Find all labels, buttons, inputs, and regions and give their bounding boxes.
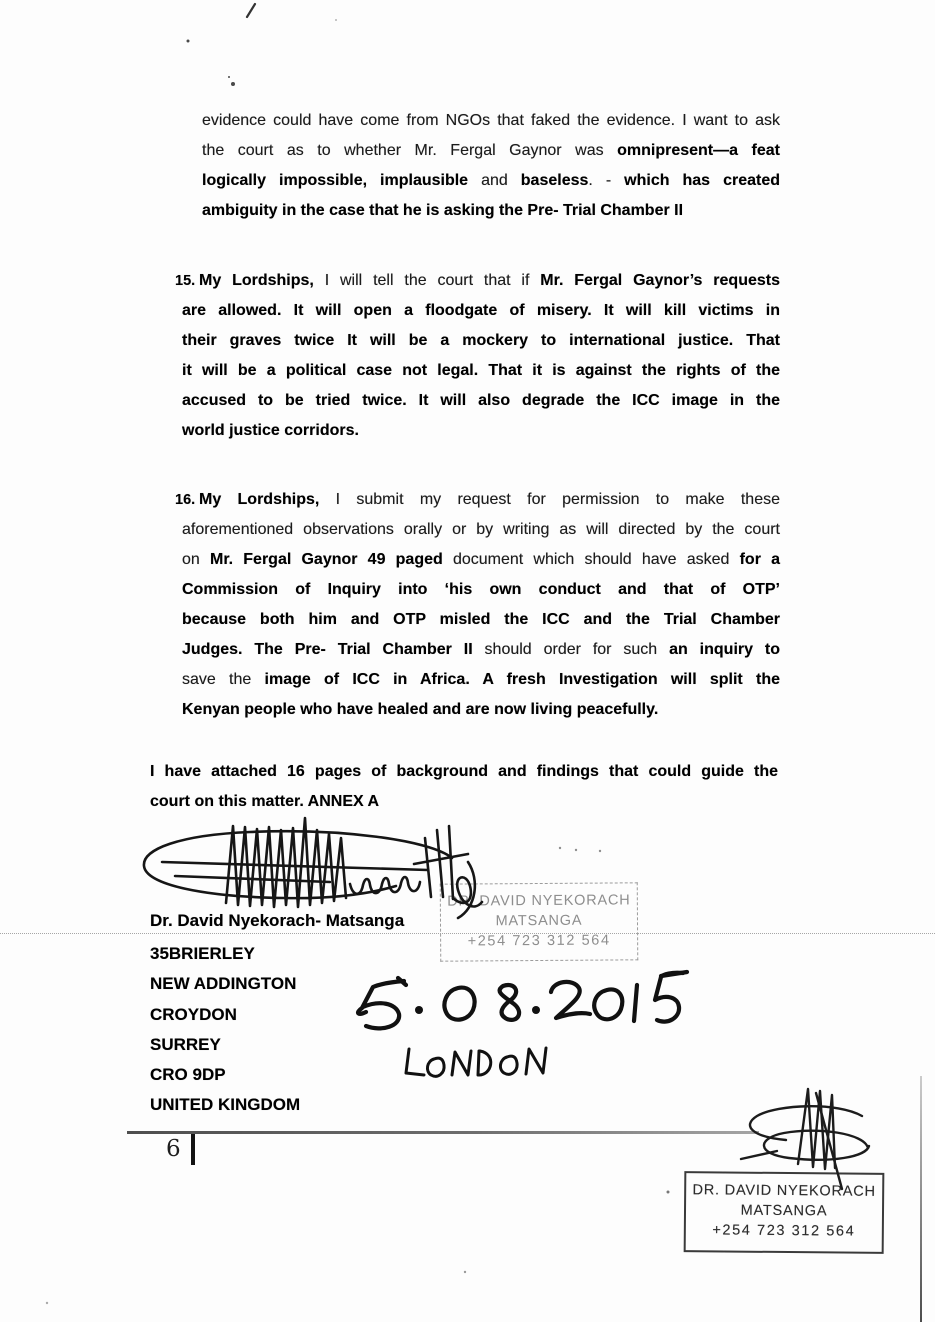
address-line-county: SURREY [150, 1034, 221, 1054]
page-number-bar [191, 1134, 195, 1165]
signatory-name: Dr. David Nyekorach- Matsanga [150, 911, 405, 930]
stamp-name-line: DR. DAVID NYEKORACH [692, 1182, 876, 1200]
address-line-postcode: CRO 9DP [150, 1065, 226, 1085]
stamp-phone-line: +254 723 312 564 [467, 932, 611, 950]
closing-statement: I have attached 16 pages of background and findings that could guide the court on this matter. ANNEX A [150, 763, 778, 810]
address-line-country: UNITED KINGDOM [150, 1095, 301, 1115]
handwritten-place [406, 1048, 546, 1076]
stamp-surname-line: MATSANGA [495, 912, 583, 930]
paragraph-16: 16. My Lordships, I submit my request for permission to make these aforementioned observations orally or by writing as will directed by the court on Mr. Fergal Gaynor 49 paged document which should have asked for a Commission of Inquiry into ‘his own conduct and that of OTP’ because both him and OTP misled the ICC and the Trial Chamber Judges. The Pre- Trial Chamber II should order for such an inquiry to save the image of ICC in Africa. A fresh Investigation will split the Kenyan people who have healed and are now living peacefully. [182, 485, 780, 725]
page-number: 6 [166, 1136, 181, 1162]
paragraph-number: 15. [175, 273, 196, 289]
paragraph-number: 16. [175, 492, 196, 508]
address-block [150, 944, 300, 1126]
address-line-city: CROYDON [150, 1004, 237, 1024]
stamp-surname-line: MATSANGA [740, 1202, 828, 1220]
address-line-town: NEW ADDINGTON [150, 974, 297, 994]
stamp-phone-line: +254 723 312 564 [712, 1222, 856, 1240]
stamp-top [440, 882, 639, 961]
paragraph-15: 15. My Lordships, I will tell the court that if Mr. Fergal Gaynor’s requests are allowed. It will open a floodgate of misery. It will kill victims in their graves twice It will be a mockery to international justice. That it will be a political case not legal. That it is against the rights of the accused to be tried twice. It will also degrade the ICC image in the world justice corridors. [182, 266, 780, 446]
right-edge-scan-line [920, 1076, 922, 1322]
address-line-street: 35BRIERLEY [150, 944, 255, 963]
footer-rule [127, 1131, 759, 1134]
handwritten-date [358, 972, 687, 1028]
stamp-name-line: DR. DAVID NYEKORACH [447, 892, 631, 910]
signature-scribble [144, 818, 482, 918]
stamp-bottom [684, 1171, 885, 1254]
paragraph-intro: evidence could have come from NGOs that faked the evidence. I want to ask the court as to whether Mr. Fergal Gaynor was omnipresent—a feat logically impossible, implausible and baseless. - which has created ambiguity in the case that he is asking the Pre- Trial Chamber II [202, 112, 780, 219]
